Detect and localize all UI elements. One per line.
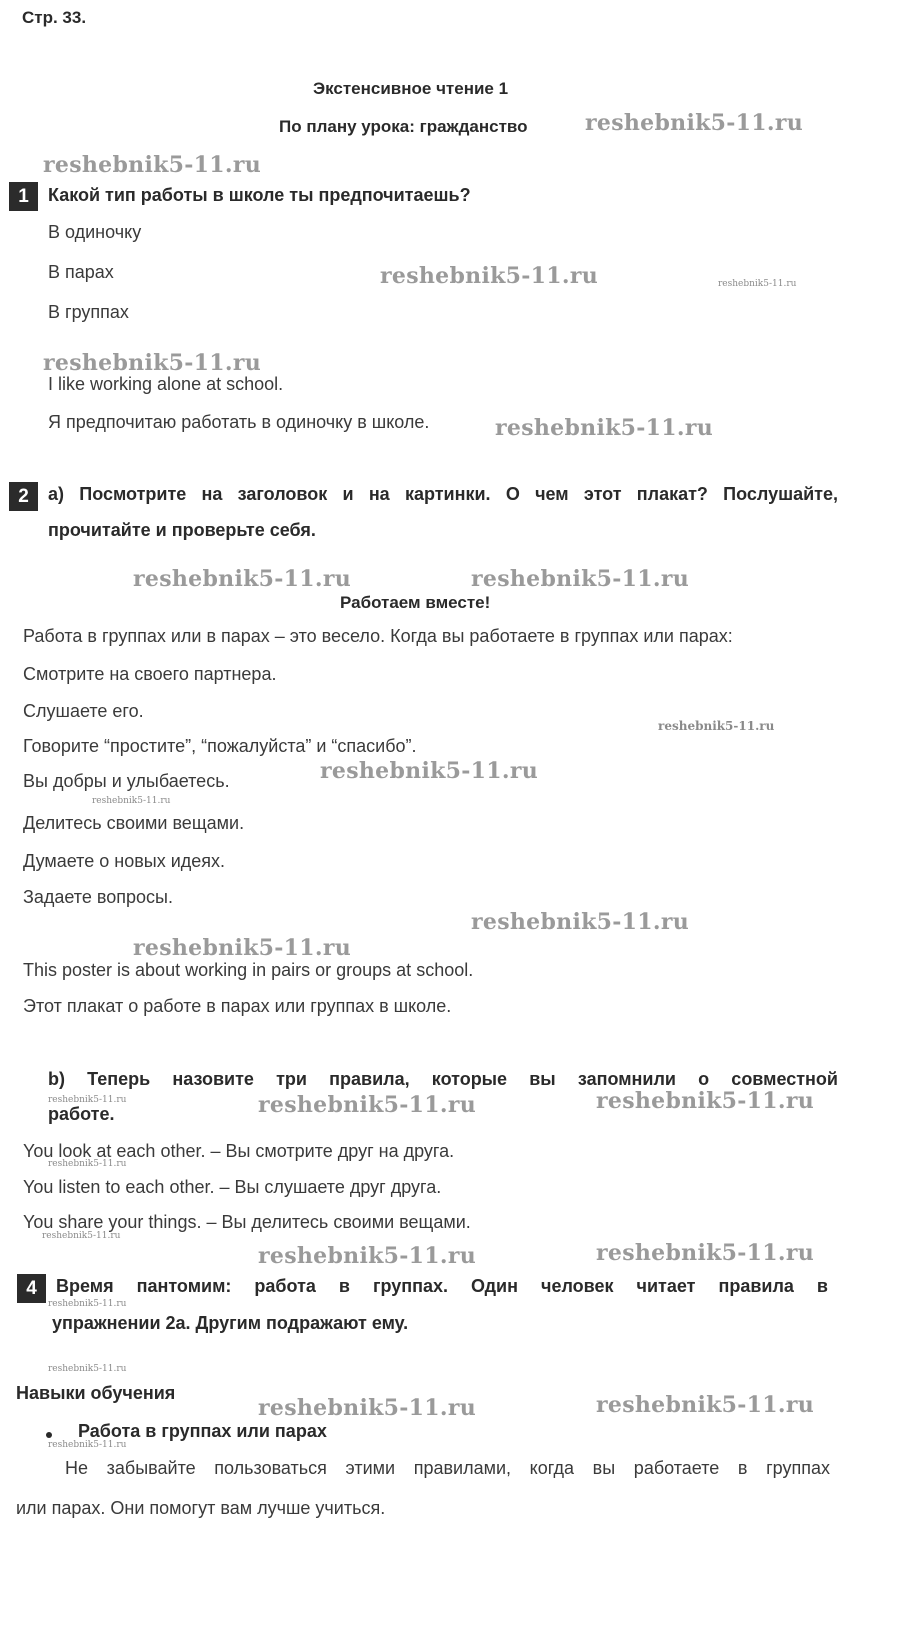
watermark-small: reshebnik5-11.ru <box>92 796 171 806</box>
poster-line: Слушаете его. <box>23 701 144 721</box>
task-question-continued: упражнении 2a. Другим подражают ему. <box>52 1313 409 1333</box>
watermark-logo: reshebnik5-11.ru <box>258 1243 477 1269</box>
watermark-logo: reshebnik5-11.ru <box>380 263 599 289</box>
watermark-logo: reshebnik5-11.ru <box>471 909 690 935</box>
option-item: В парах <box>48 262 114 282</box>
poster-title: Работаем вместе! <box>340 593 491 612</box>
skills-text-continued: или парах. Они помогут вам лучше учиться. <box>16 1498 386 1518</box>
poster-line: Говорите “простите”, “пожалуйста” и “спасибо”. <box>23 736 417 756</box>
watermark-small: reshebnik5-11.ru <box>48 1364 127 1374</box>
poster-line: Задаете вопросы. <box>23 887 173 907</box>
subtask-question-continued: работе. <box>48 1104 115 1124</box>
poster-line: Работа в группах или в парах – это весело. Когда вы работаете в группах или парах: <box>23 626 733 646</box>
page-subtitle: По плану урока: гражданство <box>279 117 528 136</box>
rule-answer: You listen to each other. – Вы слушаете друг друга. <box>23 1177 442 1197</box>
watermark-logo: reshebnik5-11.ru <box>133 566 352 592</box>
poster-line: Делитесь своими вещами. <box>23 813 245 833</box>
poster-line: Вы добры и улыбаетесь. <box>23 771 230 791</box>
option-item: В одиночку <box>48 222 142 242</box>
watermark-small: reshebnik5-11.ru <box>48 1095 127 1105</box>
watermark-small: reshebnik5-11.ru <box>48 1159 127 1169</box>
watermark-logo: reshebnik5-11.ru <box>471 566 690 592</box>
skills-text: Не забывайте пользоваться этими правилами, когда вы работаете в группах <box>65 1458 830 1478</box>
option-item: В группах <box>48 302 129 322</box>
skills-bullet-item: Работа в группах или парах <box>78 1421 327 1441</box>
page-title: Экстенсивное чтение 1 <box>313 79 509 98</box>
task-question-continued: прочитайте и проверьте себя. <box>48 520 316 540</box>
watermark-logo: reshebnik5-11.ru <box>43 152 262 178</box>
poster-line: Думаете о новых идеях. <box>23 851 226 871</box>
answer-russian: Я предпочитаю работать в одиночку в школе. <box>48 412 430 432</box>
watermark-logo: reshebnik5-11.ru <box>133 935 352 961</box>
bullet-icon <box>46 1432 52 1438</box>
answer-english: This poster is about working in pairs or groups at school. <box>23 960 474 980</box>
watermark-logo: reshebnik5-11.ru <box>585 110 804 136</box>
poster-line: Смотрите на своего партнера. <box>23 664 277 684</box>
task-question: Какой тип работы в школе ты предпочитаешь? <box>48 185 471 205</box>
task-question: Время пантомим: работа в группах. Один человек читает правила в <box>56 1276 828 1296</box>
watermark-logo: reshebnik5-11.ru <box>320 758 539 784</box>
watermark-small: reshebnik5-11.ru <box>42 1231 121 1241</box>
watermark-logo: reshebnik5-11.ru <box>596 1392 815 1418</box>
watermark-logo: reshebnik5-11.ru <box>258 1092 477 1118</box>
rule-answer: You share your things. – Вы делитесь своими вещами. <box>23 1212 471 1232</box>
rule-answer: You look at each other. – Вы смотрите друг на друга. <box>23 1141 455 1161</box>
watermark-logo: reshebnik5-11.ru <box>43 350 262 376</box>
subtask-question: b) Теперь назовите три правила, которые вы запомнили о совместной <box>48 1069 838 1089</box>
watermark-logo: reshebnik5-11.ru <box>495 415 714 441</box>
watermark-logo: reshebnik5-11.ru <box>596 1088 815 1114</box>
watermark-logo: reshebnik5-11.ru <box>596 1240 815 1266</box>
watermark-small: reshebnik5-11.ru <box>48 1299 127 1309</box>
watermark-logo: reshebnik5-11.ru <box>258 1395 477 1421</box>
section-title: Навыки обучения <box>16 1383 176 1403</box>
task-number-badge: 4 <box>17 1274 46 1303</box>
task-number-badge: 1 <box>9 182 38 211</box>
page-number: Стр. 33. <box>22 8 87 27</box>
watermark-small: reshebnik5-11.ru <box>658 719 775 733</box>
task-number-badge: 2 <box>9 482 38 511</box>
answer-russian: Этот плакат о работе в парах или группах в школе. <box>23 996 452 1016</box>
answer-english: I like working alone at school. <box>48 374 284 394</box>
task-question: a) Посмотрите на заголовок и на картинки. О чем этот плакат? Послушайте, <box>48 484 838 504</box>
watermark-small: reshebnik5-11.ru <box>718 279 797 289</box>
watermark-small: reshebnik5-11.ru <box>48 1440 127 1450</box>
